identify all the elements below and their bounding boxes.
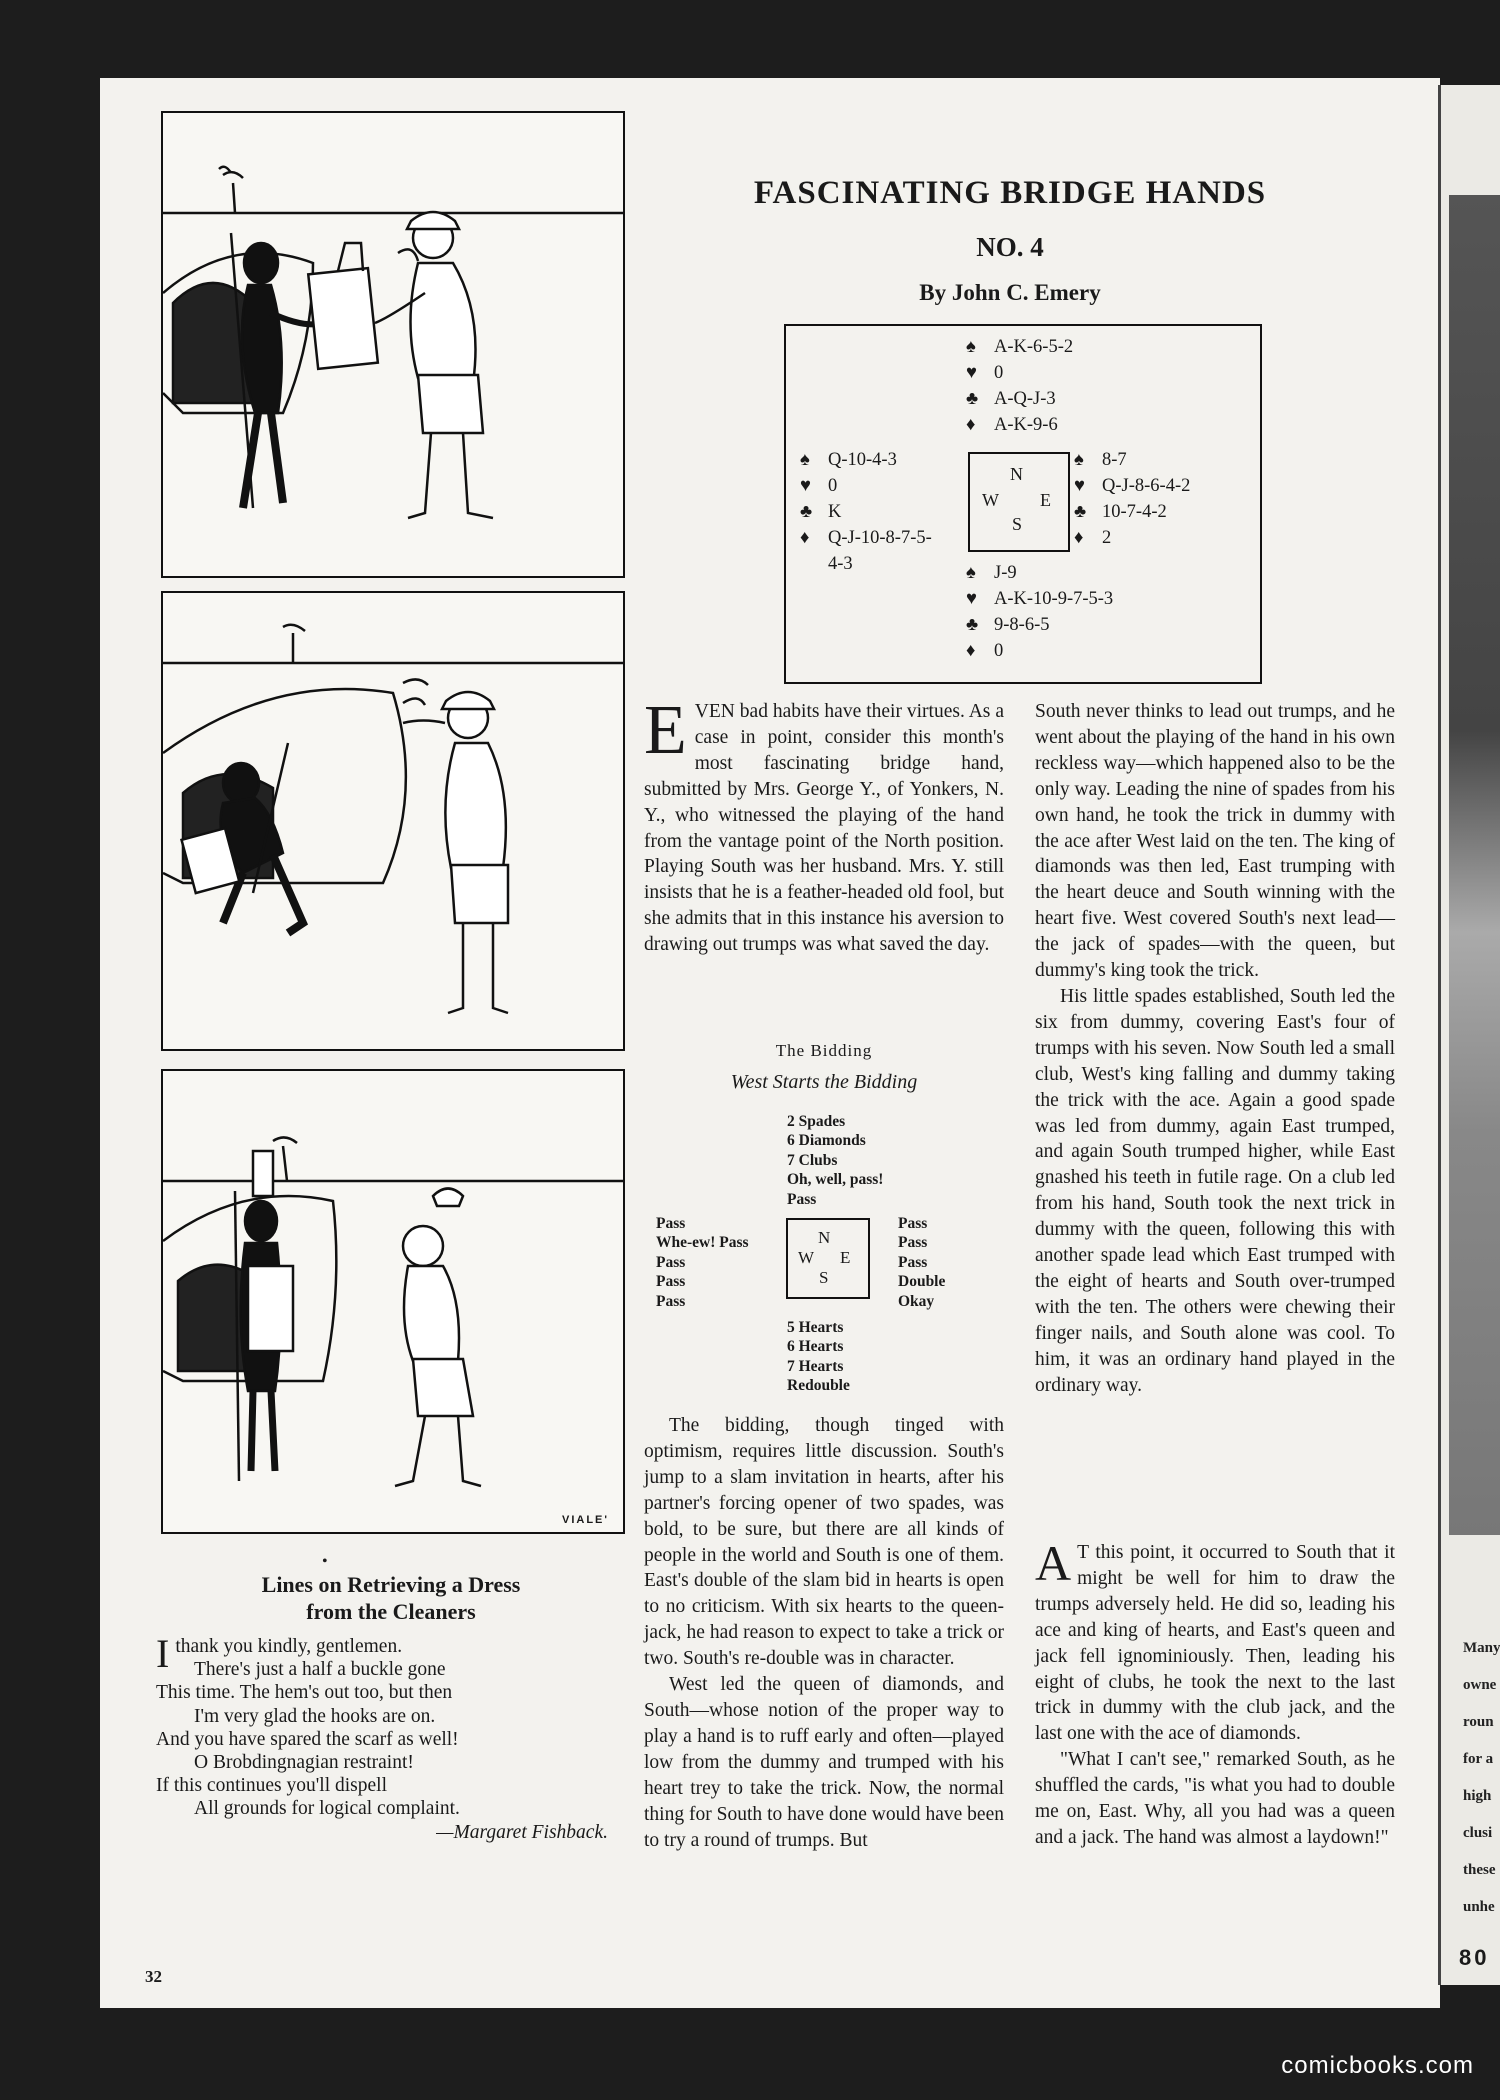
spade-icon: ♠ [800,450,810,470]
cartoon-signature: VIALE' [561,1514,609,1526]
heart-icon: ♥ [966,589,977,609]
heart-icon: ♥ [800,476,811,496]
cartoon-panel-1 [161,111,625,578]
next-page-text: Many owne roun for a high clusi these unhe [1463,1640,1500,1915]
bidding-subheading: West Starts the Bidding [730,1071,918,1093]
diamond-icon: ♦ [966,641,976,661]
article-column-1-top: EVEN bad habits have their virtues. As a case in point, consider this month's most fascinating bridge hand, submitted by Mrs. George Y., of Yonkers, N. Y., who witnessed the playing of the hand from the vantage point of the North position. Playing South was her husband. Mrs. Y. still insists that he is a feather-headed old fool, but she admits that in this instance his aversion to drawing out trumps was what saved the day. [644,692,1004,956]
diamond-icon: ♦ [966,415,976,435]
heart-icon: ♥ [966,363,977,383]
bidding-compass-box: N W E S [786,1218,870,1299]
cartoon-panel-3 [161,1069,625,1534]
page-number: 32 [145,1967,162,1986]
next-page-photo [1449,195,1500,1535]
bidding-east: Pass Pass Pass Double Okay [898,1215,946,1310]
heart-icon: ♥ [1074,476,1085,496]
poem: Ithank you kindly, gentlemen. There's just a half a buckle gone This time. The hem's out too, but then I'm very glad the hooks are on. And you have spared the scarf as well! O Brobdingnagian restraint! If this continues you'll dispell All grounds for logical complaint. —Margaret Fishback. [156,1635,626,1844]
next-page-edge [1438,85,1500,1985]
cartoon-panel-2 [161,591,625,1051]
bridge-hand-diagram [784,324,1262,684]
poem-title: Lines on Retrieving a Dress from the Cleaners [261,1572,521,1624]
article-title: FASCINATING BRIDGE HANDS [753,175,1267,211]
diamond-icon: ♦ [1074,528,1084,548]
article-byline: By John C. Emery [919,280,1101,305]
bidding-north: 2 Spades 6 Diamonds 7 Clubs Oh, well, pass! Pass [787,1113,884,1208]
compass-box: N W E S [968,452,1070,552]
east-hand: ♠ 8-7 ♥ Q-J-8-6-4-2 ♣ 10-7-4-2 ♦ 2 [1074,447,1190,551]
watermark-brand: comicbooks.com [1281,2052,1474,2079]
bidding-south: 5 Hearts 6 Hearts 7 Hearts Redouble [787,1319,850,1395]
diamond-icon: ♦ [800,528,810,548]
club-icon: ♣ [966,389,979,409]
article-number: NO. 4 [976,232,1044,262]
spade-icon: ♠ [966,563,976,583]
poem-initial: I [156,1631,170,1676]
article-column-2-bottom: A T this point, it occurred to South that it might be well for him to draw the trumps adversely held. He did so, leading his ace and king of hearts, and East's queen and jack fell ignominiously. Then, leading his eight of clubs, he took the next to the last trick in dummy with the club jack, and the last one with the ace of diamonds. "What I can't see," remarked South, as he shuffled the cards, "is what you had to double me on, East. Why, all you had was a queen and a jack. The hand was almost a laydown!" [1035,1535,1395,1848]
club-icon: ♣ [800,502,813,522]
article-column-1-bottom: The bidding, though tinged with optimism, requires little discussion. South's jump to a slam invitation in hearts, after his partner's forcing opener of two spades, was bold, to be sure, but there are all kinds of people in the world and South is one of them. East's double of the slam bid in hearts is open to no criticism. With six hearts to the queen-jack, he had reason to expect to take a trick or two. South's re-double was in character. West led the queen of diamonds, and South—whose notion of the proper way to play a hand is to ruff early and often—played low from the dummy and trumped with his heart trey to take the trick. Now, the normal thing for South to have done would have been to try a round of trumps. But [644,1415,1004,1851]
poem-bullet: • [322,1553,328,1570]
club-icon: ♣ [966,615,979,635]
club-icon: ♣ [1074,502,1087,522]
drop-cap-e: E [644,692,687,769]
north-hand: ♠ A-K-6-5-2 ♥ 0 ♣ A-Q-J-3 ♦ A-K-9-6 [966,334,1073,438]
article-column-2-top: South never thinks to lead out trumps, and he went about the playing of the hand in his own reckless way—which happened also to be the only way. Leading the nine of spades from his own hand, he took the trick in dummy with the ace after West laid on the ten. The king of diamonds was then led, East trumping with the heart deuce and South winning with the heart five. West covered South's next lead—the jack of spades—with the queen, but dummy's king took the trick. His little spades established, South led the six from dummy, covering East's four of trumps with his seven. Now South led a small club, West's king falling and dummy taking the trick with the ace. Again a good spade was led from dummy, again East trumped, and again South trumped higher, while East gnashed his teeth in futile rage. On a club led from his hand, South took the next trick in dummy with the queen, following this with another spade lead which East trumped with the eight of hearts and South over-trumped with the ten. The others were chewing their finger nails, and South alone was cool. To him, it was an ordinary hand played in the ordinary way. [1035,701,1395,1396]
west-hand: ♠ Q-10-4-3 ♥ 0 ♣ K ♦ Q-J-10-8-7-5- 4-3 [800,447,932,577]
spade-icon: ♠ [966,337,976,357]
bidding-heading: The Bidding [775,1041,873,1060]
drop-cap-a: A [1035,1535,1072,1591]
south-hand: ♠ J-9 ♥ A-K-10-9-7-5-3 ♣ 9-8-6-5 ♦ 0 [966,560,1113,664]
bidding-west: Pass Whe-ew! Pass Pass Pass Pass [656,1215,749,1310]
poem-author: —Margaret Fishback. [436,1821,608,1843]
spade-icon: ♠ [1074,450,1084,470]
next-page-price: 80 [1459,1945,1490,1970]
